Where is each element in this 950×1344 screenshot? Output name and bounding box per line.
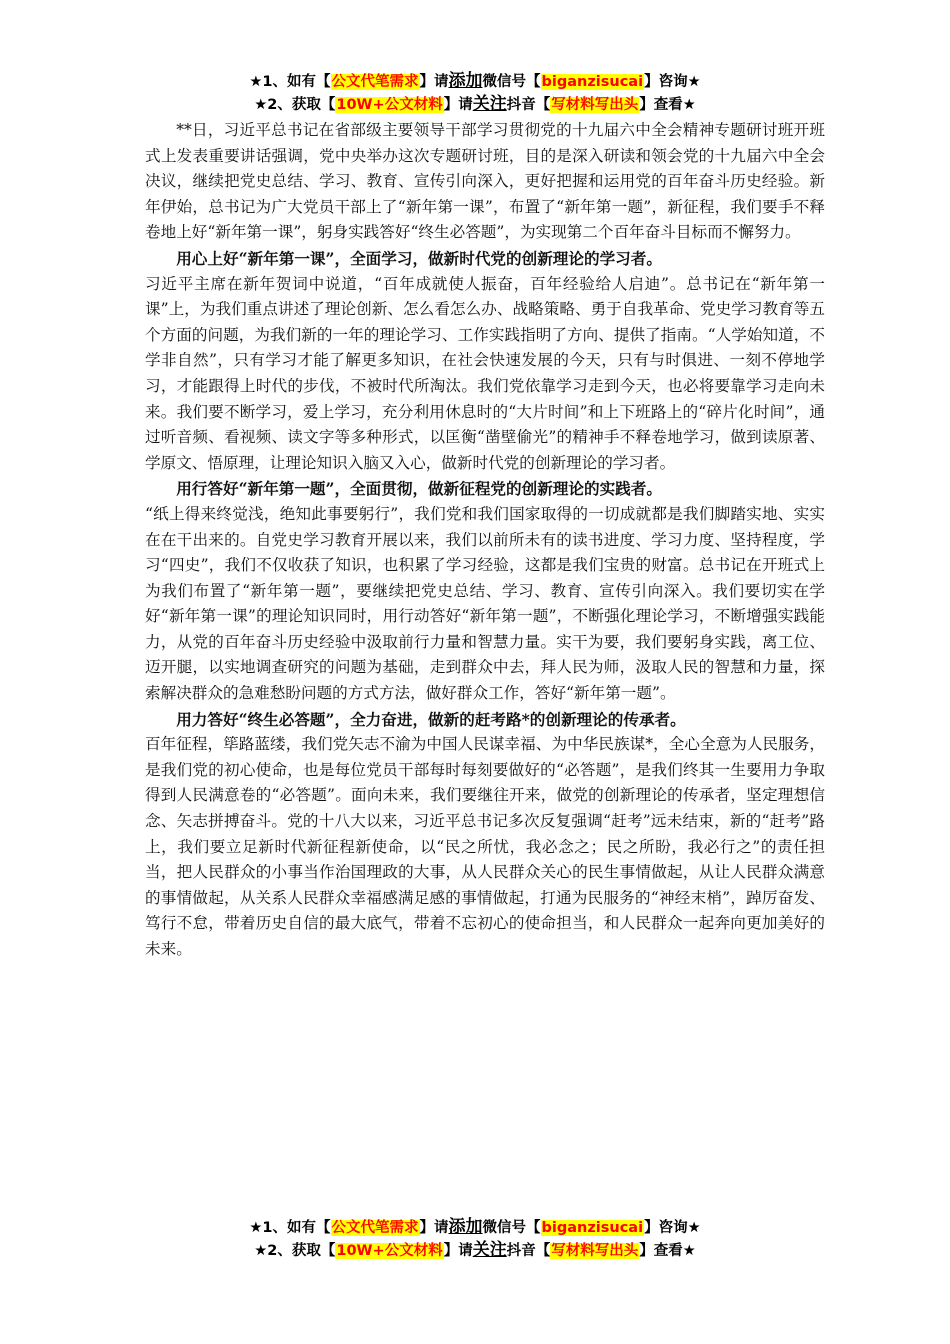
promo-text: 微信号【 xyxy=(482,1220,541,1236)
section-paragraph: “纸上得来终觉浅，绝知此事要躬行”，我们党和我们国家取得的一切成就都是我们脚踏实地、实实在在干出来的。自党史学习教育开展以来，我们以前所未有的读书进度、学习力度、坚持程度，学习“四史”，我们不仅收获了知识，也积累了学习经验，这都是我们宝贵的财富。总书记在开班式上为我们布置了“新年第一题”，要继续把党史总结、学习、教育、宣传引向深入。我们要切实在学好“新年第一课”的理论知识同时，用行动答好“新年第一题”，不断强化理论学习，不断增强实践能力，从党的百年奋斗历史经验中汲取前行力量和智慧力量。实干为要，我们要躬身实践，离工位、迈开腿，以实地调查研究的问题为基础，走到群众中去，拜人民为师，汲取人民的智慧和力量，探索解决群众的急难愁盼问题的方式方法，做好群众工作，答好“新年第一题”。 xyxy=(145,504,825,703)
promo-text: 】请 xyxy=(443,1243,473,1259)
section-paragraph: 百年征程，筚路蓝缕，我们党矢志不渝为中国人民谋幸福、为中华民族谋*，全心全意为人民服务，是我们党的初心使命，也是每位党员干部每时每刻要做好的“必答题”，是我们终其一生要用力争取得到人民满意卷的“必答题”。面向未来，我们要继往开来，做党的创新理论的传承者，坚定理想信念、矢志拼搏奋斗。党的十八大以来，习近平总书记多次反复强调“赶考”远未结束，新的“赶考”路上，我们要立足新时代新征程新使命，以“民之所忧，我必念之；民之所盼，我必行之”的责任担当，把人民群众的小事当作治国理政的大事，从人民群众关心的民生事情做起，从让人民群众满意的事情做起，从关系人民群众幸福感满足感的事情做起，打通为民服务的“神经末梢”，踔厉奋发、笃行不怠，带着历史自信的最大底气，带着不忘初心的使命担当，和人民群众一起奔向更加美好的未来。 xyxy=(145,735,825,958)
promo-highlight: 10W+公文材料 xyxy=(336,97,443,113)
promo-text: ★1、如有【 xyxy=(249,1220,331,1236)
promo-line-2 xyxy=(0,1239,950,1262)
section-heading: 用行答好“新年第一题”，全面贯彻，做新征程党的创新理论的实践者。 xyxy=(176,479,662,499)
promo-banner-top xyxy=(0,70,950,116)
promo-highlight: 写材料写出头 xyxy=(551,1243,639,1259)
promo-highlight: 公文代笔需求 xyxy=(331,1220,419,1236)
promo-highlight: 写材料写出头 xyxy=(551,97,639,113)
promo-text: 】查看★ xyxy=(639,1243,696,1259)
promo-text: ★2、获取【 xyxy=(254,1243,336,1259)
section-heading: 用力答好“终生必答题”，全力奋进，做新的赶考路*的创新理论的传承者。 xyxy=(176,709,686,729)
promo-line-1 xyxy=(0,1216,950,1239)
promo-line-1 xyxy=(0,70,950,93)
article-body xyxy=(145,118,825,963)
section-paragraph: 习近平主席在新年贺词中说道，“百年成就使人振奋，百年经验给人启迪”。总书记在“新年第一课”上，为我们重点讲述了理论创新、怎么看怎么办、战略策略、勇于自我革命、党史学习教育等五个方面的问题，为我们新的一年的理论学习、工作实践指明了方向、提供了指南。“人学始知道，不学非自然”，只有学习才能了解更多知识，在社会快速发展的今天，只有与时俱进、一刻不停地学习，才能跟得上时代的步伐，不被时代所淘汰。我们党依靠学习走到今天，也必将要靠学习走向未来。我们要不断学习，爱上学习，充分利用休息时的“大片时间”和上下班路上的“碎片化时间”，通过听音频、看视频、读文字等多种形式，以匡衡“凿壁偷光”的精神手不释卷地学习，做到读原著、学原文、悟原理，让理论知识入脑又入心，做新时代党的创新理论的学习者。 xyxy=(145,274,825,472)
promo-emphasis: 添加 xyxy=(448,71,483,91)
promo-text: 】请 xyxy=(443,97,473,113)
promo-highlight: 10W+公文材料 xyxy=(336,1243,443,1259)
promo-emphasis: 关注 xyxy=(472,1240,507,1260)
promo-text: 】请 xyxy=(419,74,449,90)
promo-text: 】咨询★ xyxy=(644,1220,701,1236)
promo-text: 】咨询★ xyxy=(644,74,701,90)
promo-highlight: 公文代笔需求 xyxy=(331,74,419,90)
promo-text: 抖音【 xyxy=(506,1243,551,1259)
promo-emphasis: 添加 xyxy=(448,1217,483,1237)
promo-emphasis: 关注 xyxy=(472,94,507,114)
promo-highlight: biganzisucai xyxy=(541,74,644,90)
promo-text: ★2、获取【 xyxy=(254,97,336,113)
section-heading: 用心上好“新年第一课”，全面学习，做新时代党的创新理论的学习者。 xyxy=(176,248,662,268)
promo-text: 抖音【 xyxy=(506,97,551,113)
promo-text: ★1、如有【 xyxy=(249,74,331,90)
intro-paragraph: **日，习近平总书记在省部级主要领导干部学习贯彻党的十九届六中全会精神专题研讨班开班式上发表重要讲话强调，党中央举办这次专题研讨班，目的是深入研读和领会党的十九届六中全会决议，继续把党史总结、学习、教育、宣传引向深入，更好把握和运用党的百年奋斗历史经验。新年伊始，总书记为广大党员干部上了“新年第一课”，布置了“新年第一题”，新征程，我们要手不释卷地上好“新年第一课”，躬身实践答好“终生必答题”，为实现第二个百年奋斗目标而不懈努力。 xyxy=(145,121,825,242)
promo-text: 】查看★ xyxy=(639,97,696,113)
promo-text: 】请 xyxy=(419,1220,449,1236)
promo-text: 微信号【 xyxy=(482,74,541,90)
promo-banner-bottom xyxy=(0,1216,950,1262)
promo-highlight: biganzisucai xyxy=(541,1220,644,1236)
promo-line-2 xyxy=(0,93,950,116)
